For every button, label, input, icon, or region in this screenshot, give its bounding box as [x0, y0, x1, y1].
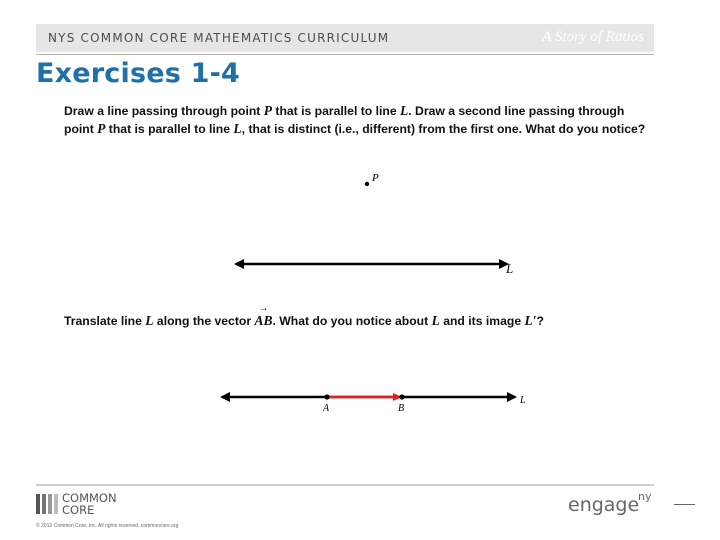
text-run: along the vector	[153, 314, 255, 328]
common-core-logo-icon	[36, 494, 60, 514]
text-run: that is parallel to line	[272, 104, 400, 118]
engageny-logo: engage	[568, 494, 640, 516]
text-run: . Draw a second line passing through point	[64, 104, 625, 136]
page-title: Exercises 1-4	[36, 58, 240, 89]
curriculum-label: NYS COMMON CORE MATHEMATICS CURRICULUM	[48, 31, 390, 45]
text-run: that is parallel to line	[105, 122, 234, 136]
text-run: Translate line	[64, 314, 146, 328]
point-a-label: A	[323, 403, 330, 414]
math-var: L	[400, 103, 409, 118]
logo-line-2: CORE	[62, 503, 95, 517]
math-var: P	[97, 121, 106, 136]
module-label: A Story of Ratios	[542, 29, 644, 45]
point-a	[324, 394, 329, 399]
math-var: P	[263, 103, 272, 118]
math-var: L	[233, 121, 242, 136]
text-run: and its image	[439, 314, 525, 328]
math-var: L	[145, 313, 154, 328]
common-core-logo-text	[62, 492, 142, 516]
text-run: . What do you notice about	[272, 314, 432, 328]
text-run: ?	[536, 314, 544, 328]
logo-line-1: COMMON	[62, 491, 117, 505]
vector-label: AB	[254, 313, 273, 328]
copyright-notice: © 2012 Common Core, Inc. All rights reserved. commoncore.org	[36, 523, 179, 529]
line-l-2-label: L	[520, 395, 526, 406]
line-l-label: L	[506, 261, 514, 276]
math-var: L	[431, 313, 440, 328]
text-run: , that is distinct (i.e., different) from the first one. What do you notice?	[241, 122, 646, 136]
footer-divider	[36, 484, 654, 486]
side-rule	[674, 504, 695, 505]
point-p-label: P	[372, 172, 379, 184]
point-p	[365, 182, 369, 186]
vector-arrow: →	[258, 303, 269, 314]
text-run: Draw a line passing through point	[64, 104, 264, 118]
math-var: L′	[524, 313, 537, 328]
engageny-logo-sup: ny	[638, 490, 652, 503]
point-b	[399, 394, 404, 399]
point-b-label: B	[398, 403, 405, 414]
